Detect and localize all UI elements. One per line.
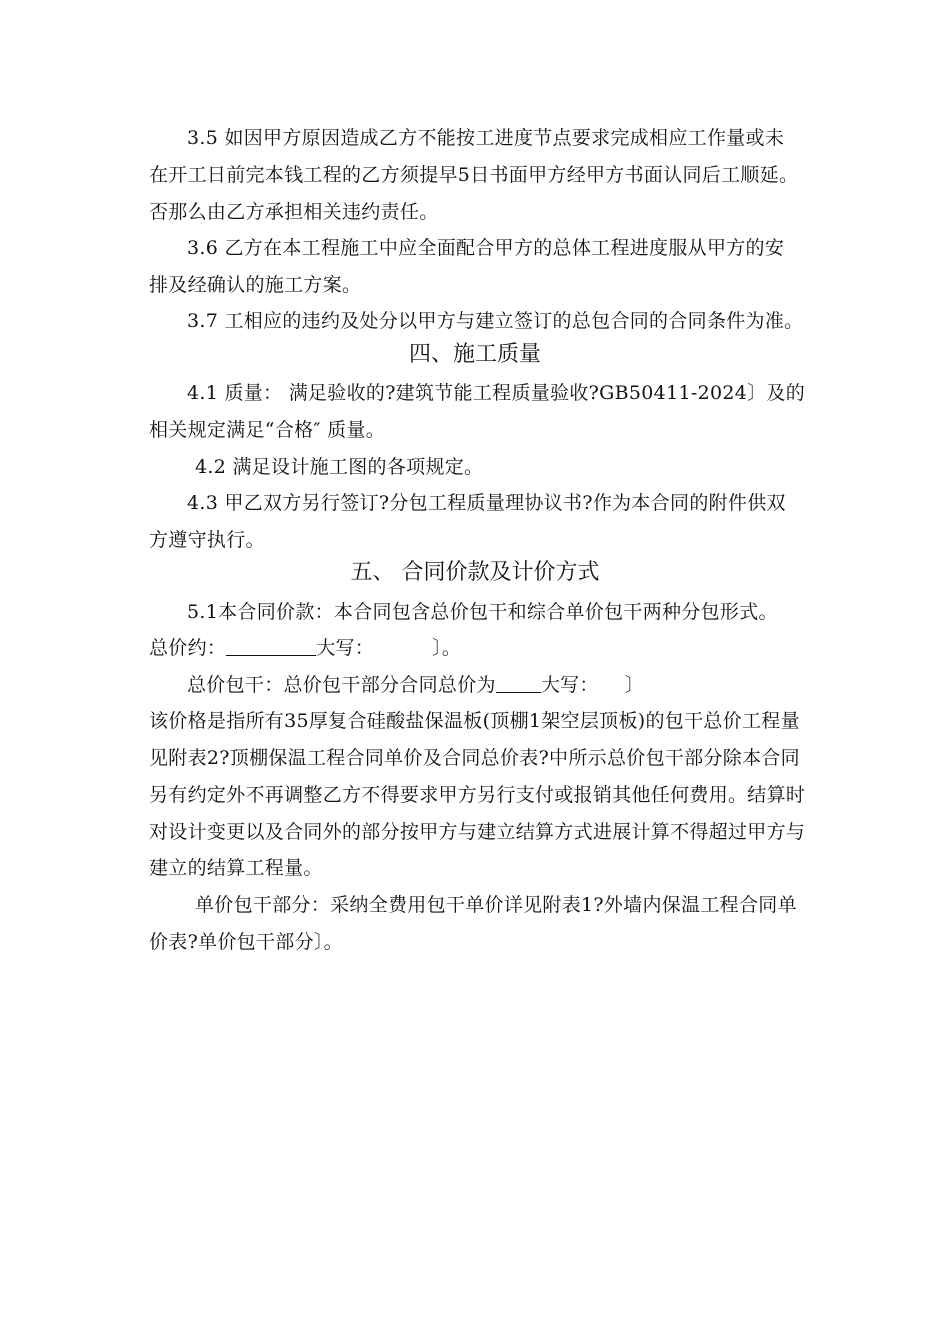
total-price-upper-label: 大写： bbox=[316, 637, 375, 659]
clause-4-1-line-2: 相关规定满足“合格″ 质量。 bbox=[149, 419, 386, 441]
section-5-heading: 五、 合同价款及计价方式 bbox=[350, 560, 600, 585]
total-price-label: 总价约： bbox=[149, 637, 227, 659]
clause-3-6-line-2: 排及经确认的施工方案。 bbox=[149, 274, 362, 296]
lump-sum-desc-line-1: 该价格是指所有35厚复合硅酸盐保温板(顶棚1架空层顶板)的包干总价工程量 bbox=[149, 710, 800, 732]
total-price-close: 〕。 bbox=[432, 637, 462, 659]
clause-4-1-line-1: 4.1 质量： 满足验收的?建筑节能工程质量验收?GB50411-2024〕及的 bbox=[187, 382, 806, 404]
section-4-heading: 四、施工质量 bbox=[408, 342, 541, 367]
lump-sum-upper-label: 大写： bbox=[540, 674, 599, 696]
clause-3-5-line-1: 3.5 如因甲方原因造成乙方不能按工进度节点要求完成相应工作量或未 bbox=[187, 127, 785, 149]
total-price-blank bbox=[226, 637, 316, 656]
clause-4-3-line-1: 4.3 甲乙双方另行签订?分包工程质量理协议书?作为本合同的附件供双 bbox=[187, 492, 786, 514]
clause-4-2-line-1: 4.2 满足设计施工图的各项规定。 bbox=[195, 456, 484, 478]
lump-sum-close: 〕 bbox=[624, 674, 645, 696]
clause-3-6-line-1: 3.6 乙方在本工程施工中应全面配合甲方的总体工程进度服从甲方的安 bbox=[187, 237, 785, 259]
lump-sum-label: 总价包干：总价包干部分合同总价为 bbox=[187, 674, 496, 696]
clause-4-3-line-2: 方遵守执行。 bbox=[149, 529, 265, 551]
lump-sum-desc-line-5: 建立的结算工程量。 bbox=[149, 857, 323, 879]
total-price-line bbox=[149, 636, 461, 660]
clause-5-1-line-1: 5.1本合同价款：本合同包含总价包干和综合单价包干两种分包形式。 bbox=[187, 601, 778, 623]
unit-price-line-1: 单价包干部分：采纳全费用包干单价详见附表1?外墙内保温工程合同单 bbox=[195, 894, 797, 916]
lump-sum-line bbox=[187, 673, 644, 697]
unit-price-line-2: 价表?单价包干部分〕。 bbox=[149, 931, 343, 953]
lump-sum-desc-line-4: 对设计变更以及合同外的部分按甲方与建立结算方式进展计算不得超过甲方与 bbox=[149, 821, 806, 843]
lump-sum-blank bbox=[496, 674, 541, 693]
clause-3-7-line-1: 3.7 工相应的违约及处分以甲方与建立签订的总包合同的合同条件为准。 bbox=[187, 310, 804, 332]
clause-3-5-line-3: 否那么由乙方承担相关违约责任。 bbox=[149, 201, 439, 223]
lump-sum-desc-line-2: 见附表2?顶棚保温工程合同单价及合同总价表?中所示总价包干部分除本合同 bbox=[149, 747, 800, 769]
lump-sum-desc-line-3: 另有约定外不再调整乙方不得要求甲方另行支付或报销其他任何费用。结算时 bbox=[149, 784, 806, 806]
clause-3-5-line-2: 在开工日前完本钱工程的乙方须提早5日书面甲方经甲方书面认同后工顺延。 bbox=[149, 164, 799, 186]
